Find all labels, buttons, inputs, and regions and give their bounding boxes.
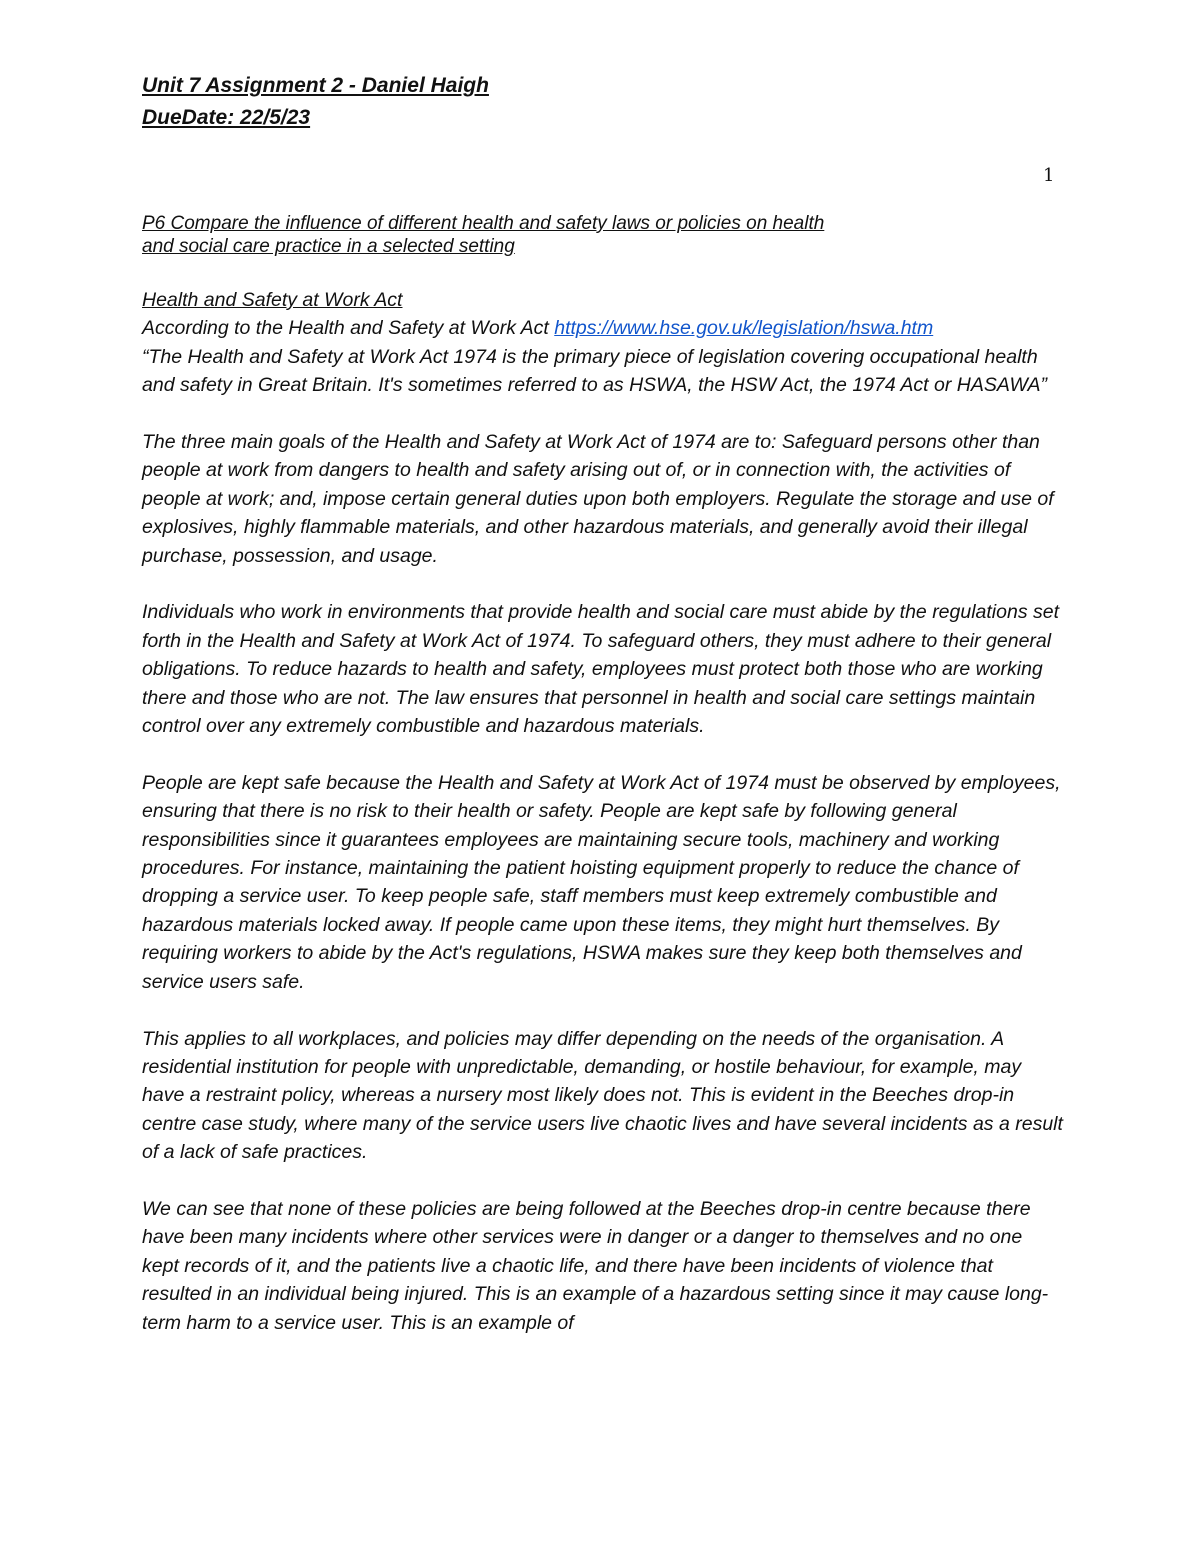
subheading: Health and Safety at Work Act	[142, 289, 403, 311]
page-number: 1	[1043, 165, 1055, 186]
spacer	[142, 400, 1064, 428]
section-heading-line-1: P6 Compare the influence of different health and safety laws or policies on health	[142, 213, 825, 234]
paragraph: People are kept safe because the Health and Safety at Work Act of 1974 must be observed by employees, ensuring that there is no risk to their health or safety. People are kept safe by following general responsibilities since it guarantees employees are maintaining secure tools, machinery and working procedures. For instance, maintaining the patient hoisting equipment properly to reduce the chance of dropping a service user. To keep people safe, staff members must keep extremely combustible and hazardous materials locked away. If people came upon these items, they might hurt themselves. By requiring workers to abide by the Act's regulations, HSWA makes sure they keep both themselves and service users safe.	[142, 771, 1061, 993]
hswa-quote: “The Health and Safety at Work Act 1974 is the primary piece of legislation covering occupational health and safety in Great Britain. It's sometimes referred to as HSWA, the HSW Act, the 1974 Act or HASAWA”	[142, 345, 1048, 397]
paragraph: Individuals who work in environments that provide health and social care must abide by the regulations set forth in the Health and Safety at Work Act of 1974. To safeguard others, they must adhere to their general obligations. To reduce hazards to health and safety, employees must protect both those who are working there and those who are not. The law ensures that personnel in health and social care settings maintain control over any extremely combustible and hazardous materials.	[142, 601, 1060, 738]
paragraph: The three main goals of the Health and Safety at Work Act of 1974 are to: Safeguard persons other than people at work from dangers to health and safety arising out of, or in connection with, the activities of people at work; and, impose certain general duties upon both employers. Regulate the storage and use of explosives, highly flammable materials, and other hazardous materials, and generally avoid their illegal purchase, possession, and usage.	[142, 431, 1054, 567]
paragraph: We can see that none of these policies are being followed at the Beeches drop-in centre because there have been many incidents where other services were in danger or a danger to themselves and no one kept records of it, and the patients live a chaotic life, and there have been incidents of violence that resulted in an individual being injured. This is an example of a hazardous setting since it may cause long-term harm to a service user. This is an example of	[142, 1197, 1049, 1334]
document-title: Unit 7 Assignment 2 - Daniel Haigh	[142, 74, 489, 97]
section-heading-line-2: and social care practice in a selected setting	[142, 236, 515, 257]
intro-block	[142, 286, 1064, 400]
section-heading	[142, 212, 942, 258]
body-text	[142, 286, 1064, 1365]
intro-prefix: According to the Health and Safety at Work Act	[142, 317, 555, 340]
hswa-link[interactable]: https://www.hse.gov.uk/legislation/hswa.htm	[554, 317, 934, 340]
paragraph: This applies to all workplaces, and policies may differ depending on the needs of the organisation. A residential institution for people with unpredictable, demanding, or hostile behaviour, for example, may have a restraint policy, whereas a nursery most likely does not. This is evident in the Beeches drop-in centre case study, where many of the service users live chaotic lives and have several incidents as a result of a lack of safe practices.	[142, 1027, 1063, 1164]
due-date: DueDate: 22/5/23	[142, 106, 311, 129]
